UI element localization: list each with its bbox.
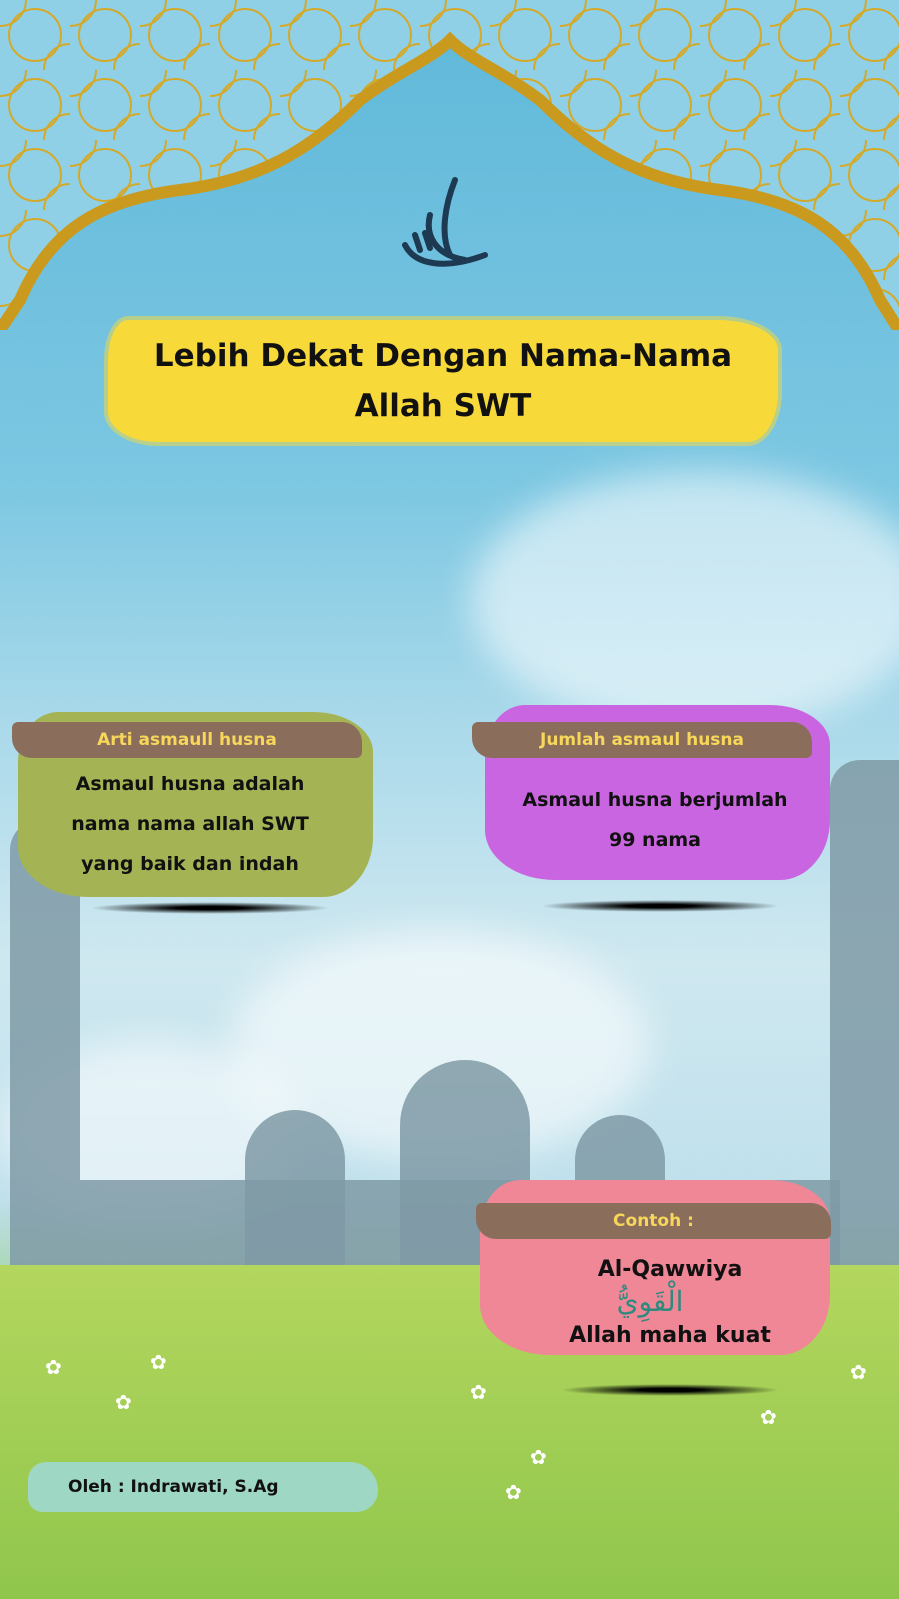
card-contoh-heading: Contoh : (476, 1203, 831, 1239)
contoh-name: Al-Qawwiya (597, 1257, 743, 1282)
page-title: Lebih Dekat Dengan Nama-Nama Allah SWT (153, 338, 733, 424)
alhamdulillah-calligraphy-logo (385, 175, 505, 285)
flower: ✿ (850, 1360, 867, 1384)
flower: ✿ (530, 1445, 547, 1469)
flower: ✿ (505, 1480, 522, 1504)
card-shadow (90, 902, 330, 914)
title-banner (108, 320, 778, 442)
text-line: yang baik dan indah (81, 853, 299, 875)
flower: ✿ (150, 1350, 167, 1374)
flower: ✿ (115, 1390, 132, 1414)
contoh-arabic: الْقَوِيُّ (616, 1285, 684, 1318)
minaret-right (830, 760, 899, 1280)
flower: ✿ (470, 1380, 487, 1404)
card-jumlah-text (490, 780, 820, 860)
author-credit: Oleh : Indrawati, S.Ag (28, 1462, 378, 1512)
card-arti-heading: Arti asmaull husna (12, 722, 362, 758)
text-line: nama nama allah SWT (71, 813, 309, 835)
flower: ✿ (760, 1405, 777, 1429)
cloud (470, 470, 899, 730)
text-line: Asmaul husna adalah (75, 773, 305, 795)
text-line: 99 nama (608, 829, 702, 851)
flower: ✿ (45, 1355, 62, 1379)
text-line: Asmaul husna berjumlah (522, 789, 788, 811)
card-jumlah-heading: Jumlah asmaul husna (472, 722, 812, 758)
card-arti-text (40, 764, 340, 884)
contoh-meaning: Allah maha kuat (569, 1323, 771, 1348)
card-shadow (540, 900, 780, 912)
card-shadow (560, 1384, 780, 1396)
